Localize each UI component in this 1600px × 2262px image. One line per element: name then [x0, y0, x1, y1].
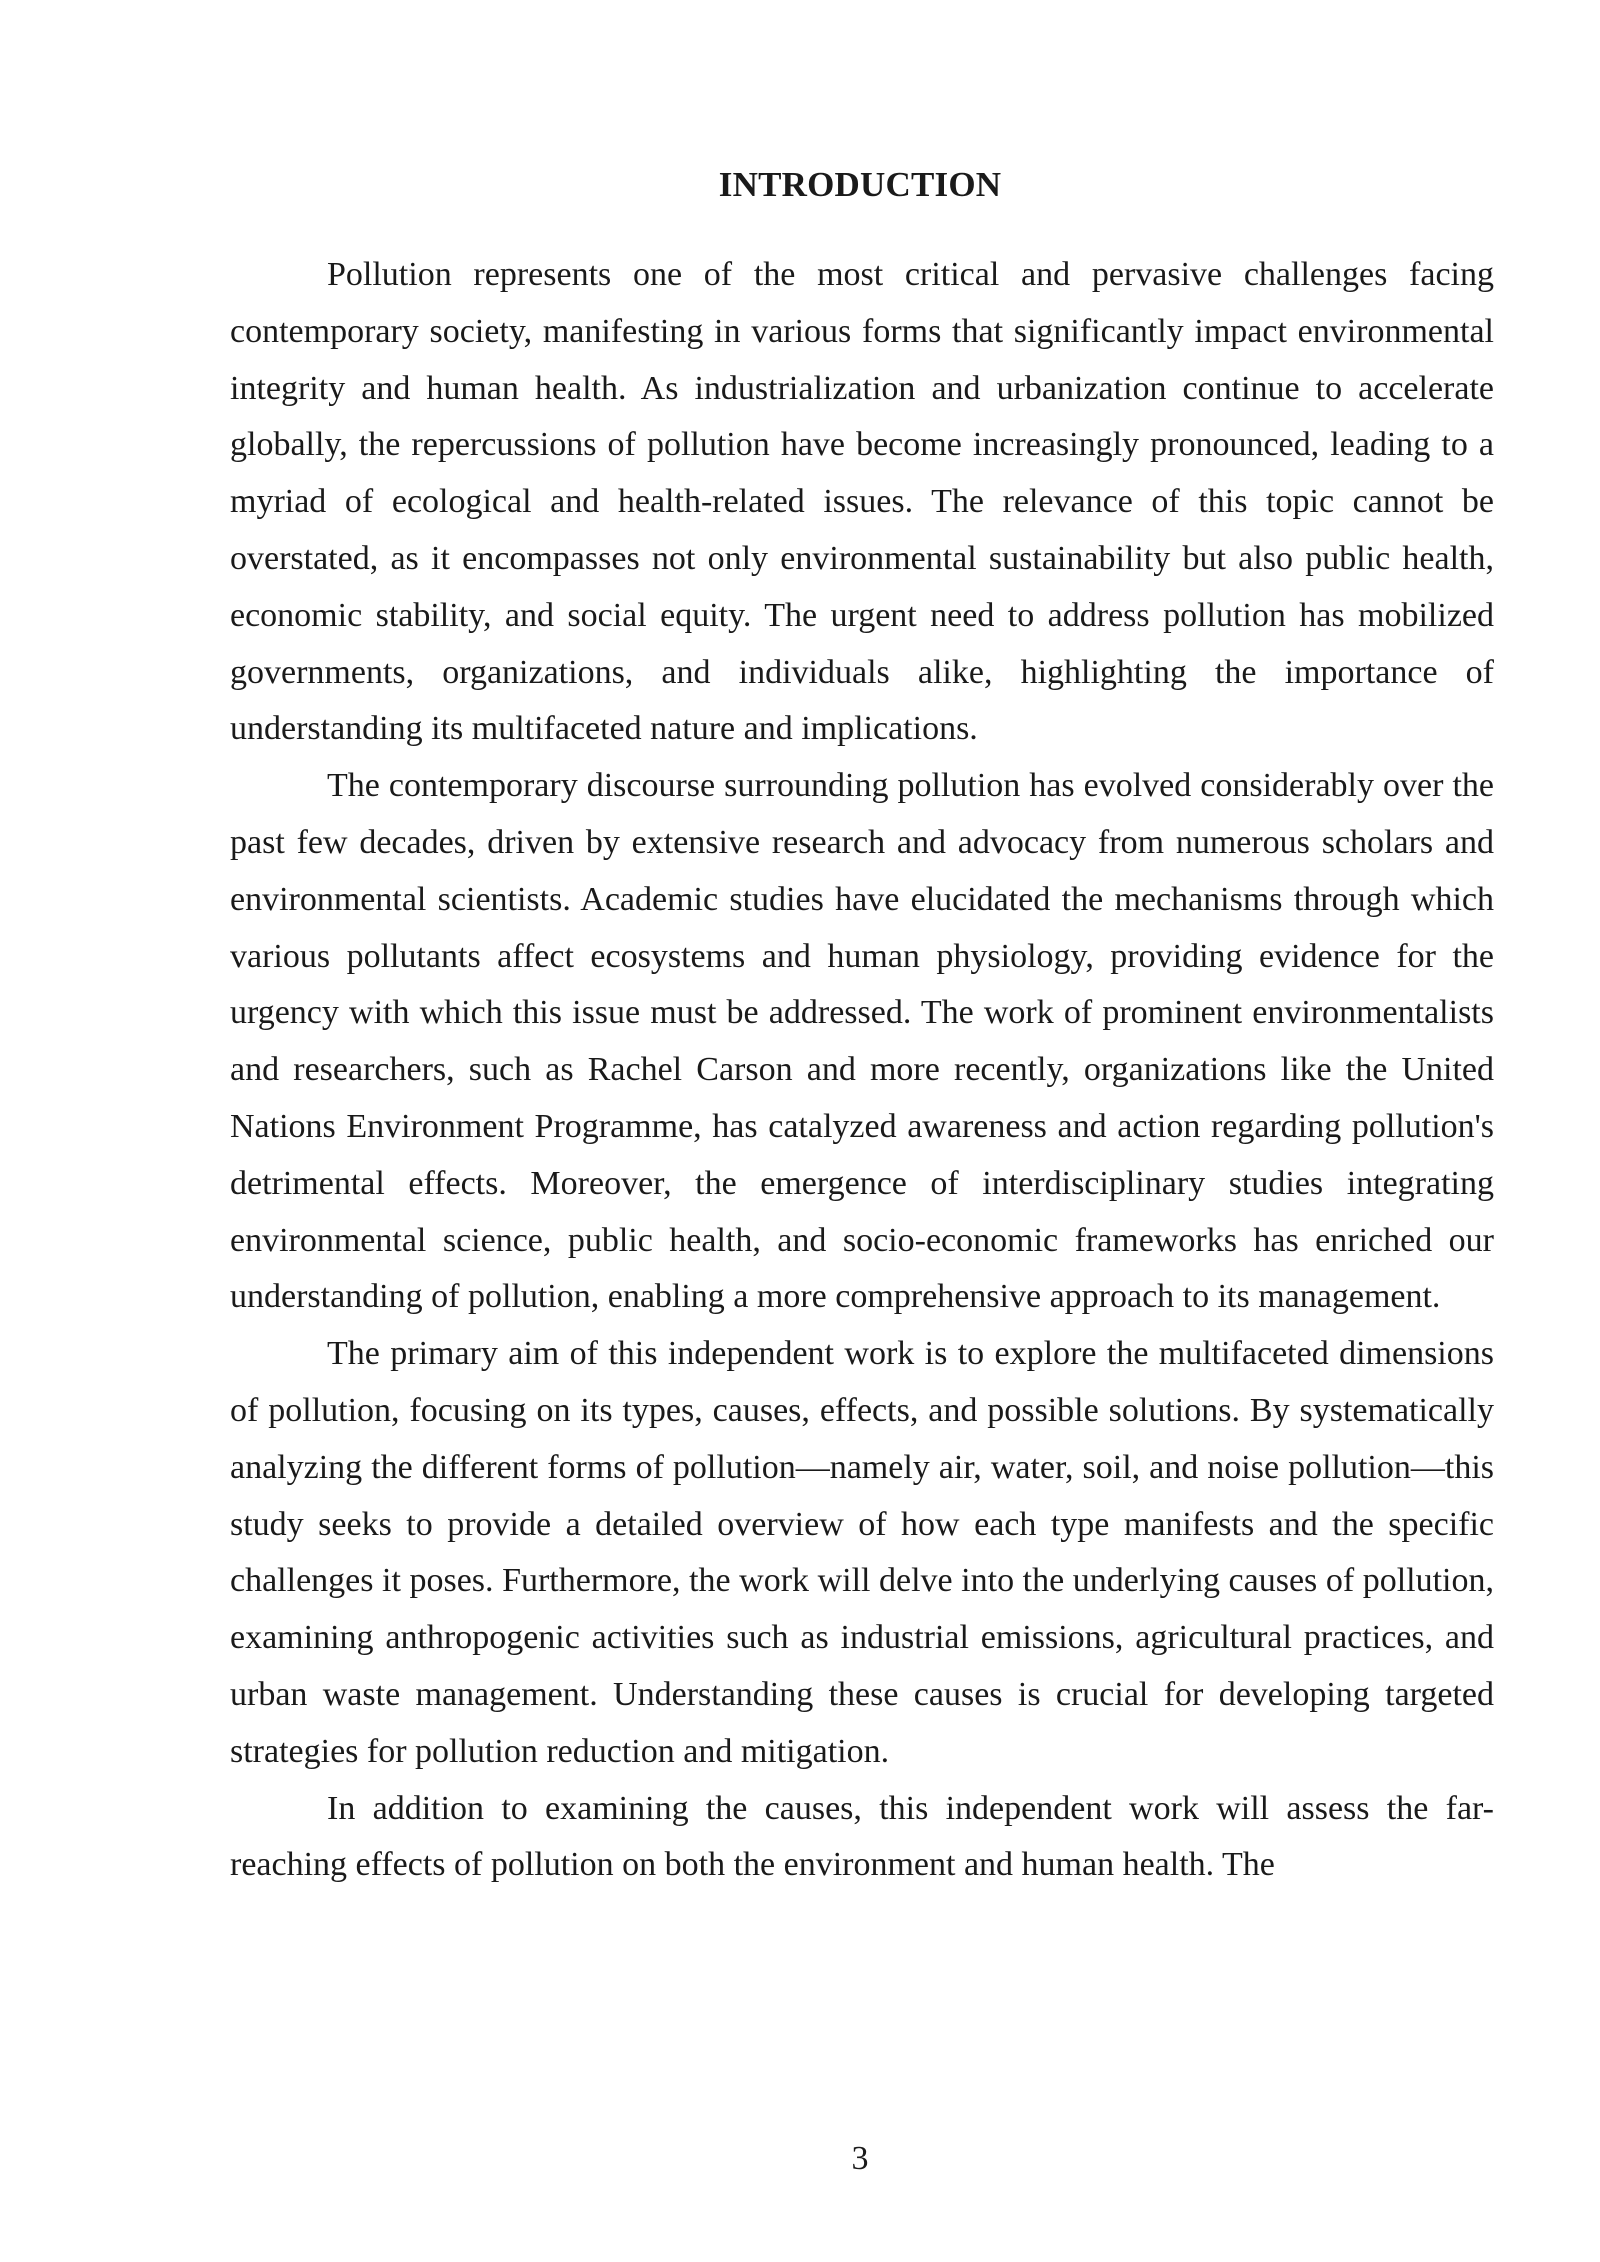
section-title: INTRODUCTION	[718, 165, 1002, 204]
paragraph-4: In addition to examining the causes, this independent work will assess the far-reaching effects of pollution on both the environment and human health. The	[230, 1789, 1494, 1884]
paragraph-3: The primary aim of this independent work is to explore the multifaceted dimensions of pollution, focusing on its types, causes, effects, and possible solutions. By systematically analyzing the different forms of pollution—namely air, water, soil, and noise pollution—this study seeks to provide a detailed overview of how each type manifests and the specific challenges it poses. Furthermore, the work will delve into the underlying causes of pollution, examining anthropogenic activities such as industrial emissions, agricultural practices, and urban waste management. Understanding these causes is crucial for developing targeted strategies for pollution reduction and mitigation.	[230, 1335, 1494, 1770]
paragraph-2: The contemporary discourse surrounding pollution has evolved considerably over the past few decades, driven by extensive research and advocacy from numerous scholars and environmental scientists. Academic studies have elucidated the mechanisms through which various pollutants affect ecosystems and human physiology, providing evidence for the urgency with which this issue must be addressed. The work of prominent environmentalists and researchers, such as Rachel Carson and more recently, organizations like the United Nations Environment Programme, has catalyzed awareness and action regarding pollution's detrimental effects. Moreover, the emergence of interdisciplinary studies integrating environmental science, public health, and socio-economic frameworks has enriched our understanding of pollution, enabling a more comprehensive approach to its management.	[230, 767, 1494, 1316]
paragraph-1: Pollution represents one of the most critical and pervasive challenges facing contemporary society, manifesting in various forms that significantly impact environmental integrity and human health. As industrialization and urbanization continue to accelerate globally, the repercussions of pollution have become increasingly pronounced, leading to a myriad of ecological and health-related issues. The relevance of this topic cannot be overstated, as it encompasses not only environmental sustainability but also public health, economic stability, and social equity. The urgent need to address pollution has mobilized governments, organizations, and individuals alike, highlighting the importance of understanding its multifaceted nature and implications.	[230, 256, 1494, 748]
page-number: 3	[851, 2140, 869, 2177]
body-text	[230, 247, 1494, 1894]
